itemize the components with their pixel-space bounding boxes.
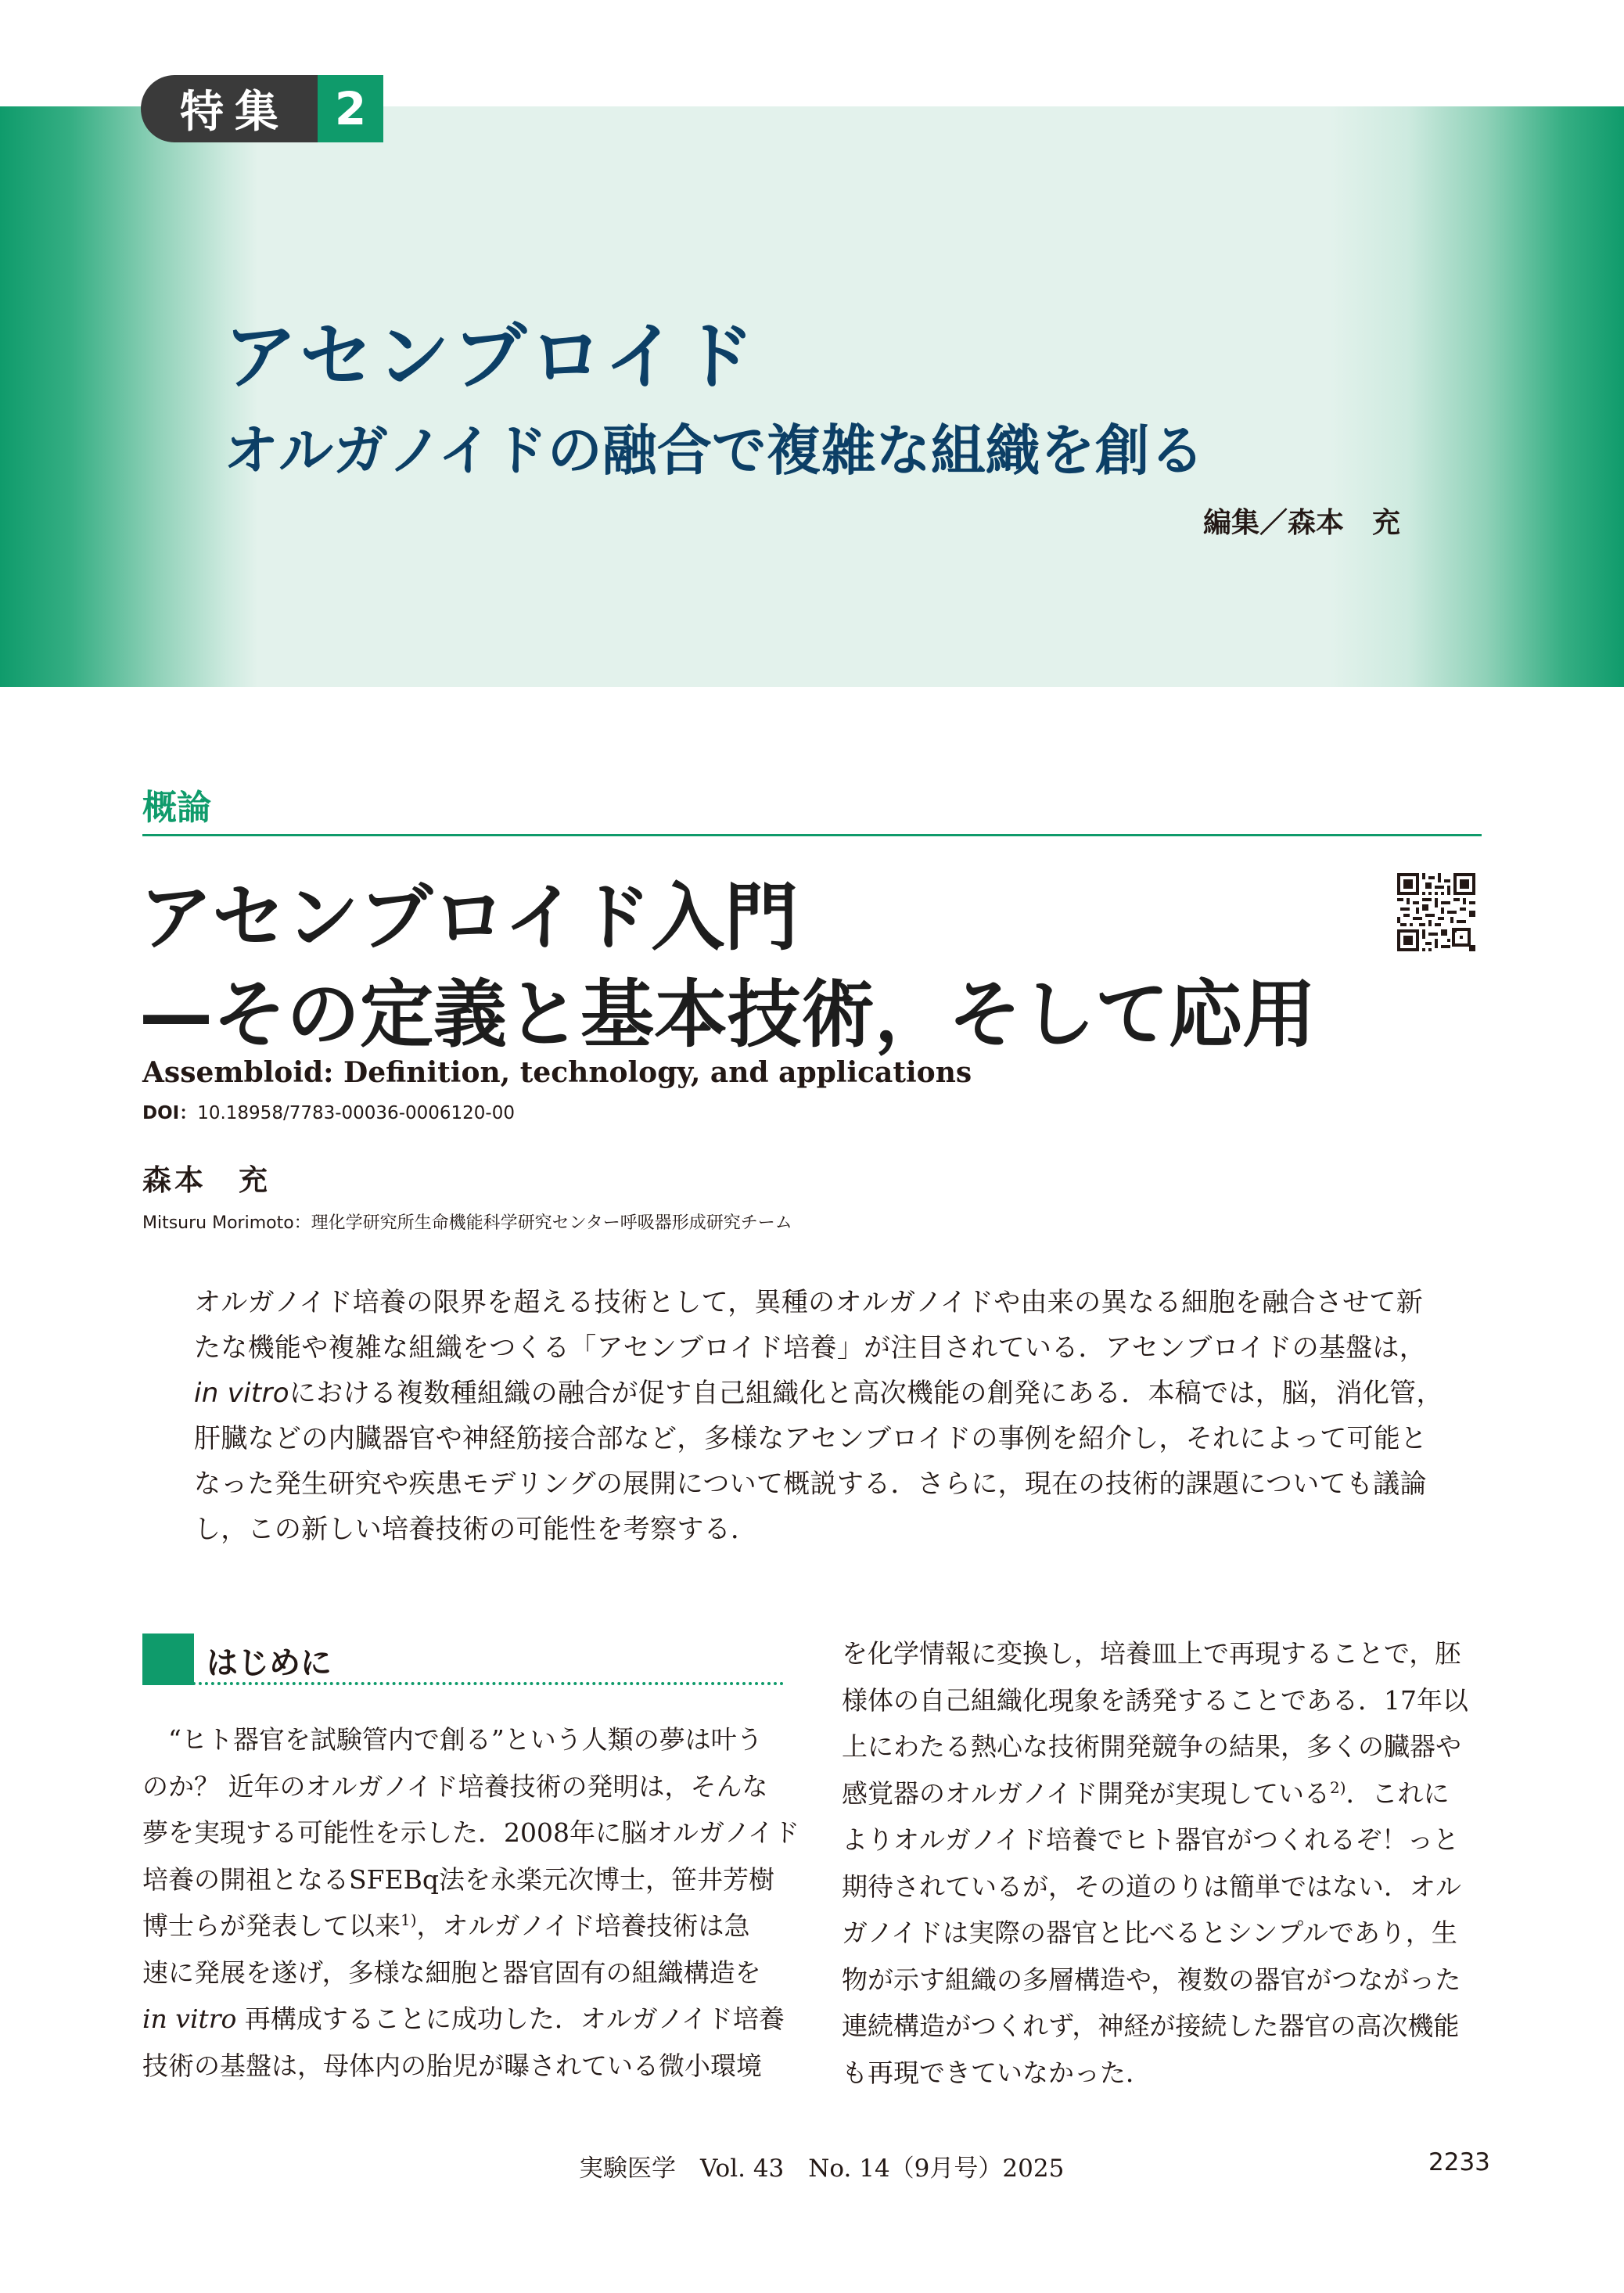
body-line [142,1716,784,1763]
section-marker-icon [142,1633,194,1685]
abstract-italic-term: in vitro [194,1378,289,1409]
article-title-line2: —その定義と基本技術，そして応用 [139,972,1317,1058]
abstract-line-text: における複数種組織の融合が促す自己組織化と高次機能の創発にある．本稿では，脳，消化管， [289,1378,1443,1409]
body-line: よりオルガノイド培養でヒト器官がつくれるぞ！っと [842,1824,1460,1855]
body-column-left [142,1633,800,2089]
body-line: のか？ 近年のオルガノイド培養技術の発明は，そんな [142,1770,768,1802]
feature-title: アセンブロイド [224,314,758,400]
qr-code-icon[interactable] [1397,873,1475,951]
body-line [842,1770,1483,1817]
body-line: 夢を実現する可能性を示した．2008年に脳オルガノイド [142,1817,800,1848]
body-column-right [842,1630,1483,2096]
body-line: 期待されているが，その道のりは簡単ではない．オル [842,1871,1461,1902]
article-title-line1: アセンブロイド入門 [139,875,799,961]
body-text-right [842,1630,1483,2096]
body-line: 培養の開祖となるSFEBq法を永楽元次博士，笹井芳樹 [142,1864,774,1895]
reference-2[interactable]: 2) [1330,1777,1346,1797]
abstract-line: なった発生研究や疾患モデリングの展開について概説する．さらに，現在の技術的課題についても議論 [194,1468,1427,1500]
body-line: 速に発展を遂げ，多様な細胞と器官固有の組織構造を [142,1957,761,1988]
abstract-line [194,1371,1446,1416]
author-name: 森本 充 [142,1163,271,1197]
reference-1[interactable]: 1) [401,1910,417,1929]
body-line-text: 博士らが発表して以来 [142,1910,401,1941]
category-divider [142,834,1482,836]
body-line: 連続構造がつくれず，神経が接続した器官の高次機能 [842,2011,1460,2041]
abstract-line: 肝臓などの内臓器官や神経筋接合部など，多様なアセンブロイドの事例を紹介し，それによって可能と [194,1423,1428,1454]
page-number: 2233 [1428,2148,1490,2176]
body-line: 上にわたる熱心な技術開発競争の結果，多くの臓器や [842,1731,1461,1762]
feature-badge [141,75,383,142]
body-line: 物が示す組織の多層構造や，複数の器官がつながった [842,1964,1461,1995]
feature-subtitle: オルガノイドの融合で複雑な組織を創る [224,418,1205,483]
footer-journal: 実験医学 Vol. 43 No. 14（9月号）2025 [579,2155,1065,2183]
author-affiliation: Mitsuru Morimoto：理化学研究所生命機能科学研究センター呼吸器形成研究チーム [142,1213,792,1233]
body-line: 技術の基盤は，母体内の胎児が曝されている微小環境 [142,2050,762,2081]
body-line-text: 再構成することに成功した．オルガノイド培養 [236,2004,785,2034]
body-line: も再現できていなかった． [842,2057,1152,2088]
body-line [142,1903,784,1950]
body-line-text: “ヒト器官を試験管内で創る”という人類の夢は叶う [168,1724,763,1755]
body-line: 様体の自己組織化現象を誘発することである．17年以 [842,1684,1468,1716]
feature-number: 2 [318,75,383,142]
doi [142,1098,515,1124]
section-heading [142,1633,784,1685]
doi-label: DOI： [142,1103,198,1123]
english-title: Assembloid: Definition, technology, and applications [142,1056,972,1089]
body-line-text: ．これに [1346,1777,1450,1809]
body-line-text: ，オルガノイド培養技術は急 [416,1910,750,1941]
abstract-line: たな機能や複雑な組織をつくる「アセンブロイド培養」が注目されている．アセンブロイドの基盤は， [194,1332,1427,1364]
article-category: 概論 [142,788,211,828]
body-line-text: 感覚器のオルガノイド開発が実現している [842,1777,1331,1809]
article-title [139,870,1391,1064]
abstract-line: オルガノイド培養の限界を超える技術として，異種のオルガノイドや由来の異なる細胞を融合させて新 [194,1287,1423,1318]
body-italic-term: in vitro [142,2004,237,2034]
abstract [194,1280,1446,1552]
feature-editor: 編集／森本 充 [1202,507,1400,539]
body-line [142,1996,784,2043]
doi-value[interactable]: 10.18958/7783-00036-0006120-00 [197,1103,515,1123]
section-heading-text: はじめに [207,1645,332,1681]
abstract-line: し，この新しい培養技術の可能性を考察する． [194,1514,758,1545]
feature-label: 特集 [141,75,318,142]
body-text-left [142,1716,800,2089]
body-line: を化学情報に変換し，培養皿上で再現することで，胚 [842,1638,1461,1669]
body-line: ガノイドは実際の器官と比べるとシンプルであり，生 [842,1917,1457,1948]
